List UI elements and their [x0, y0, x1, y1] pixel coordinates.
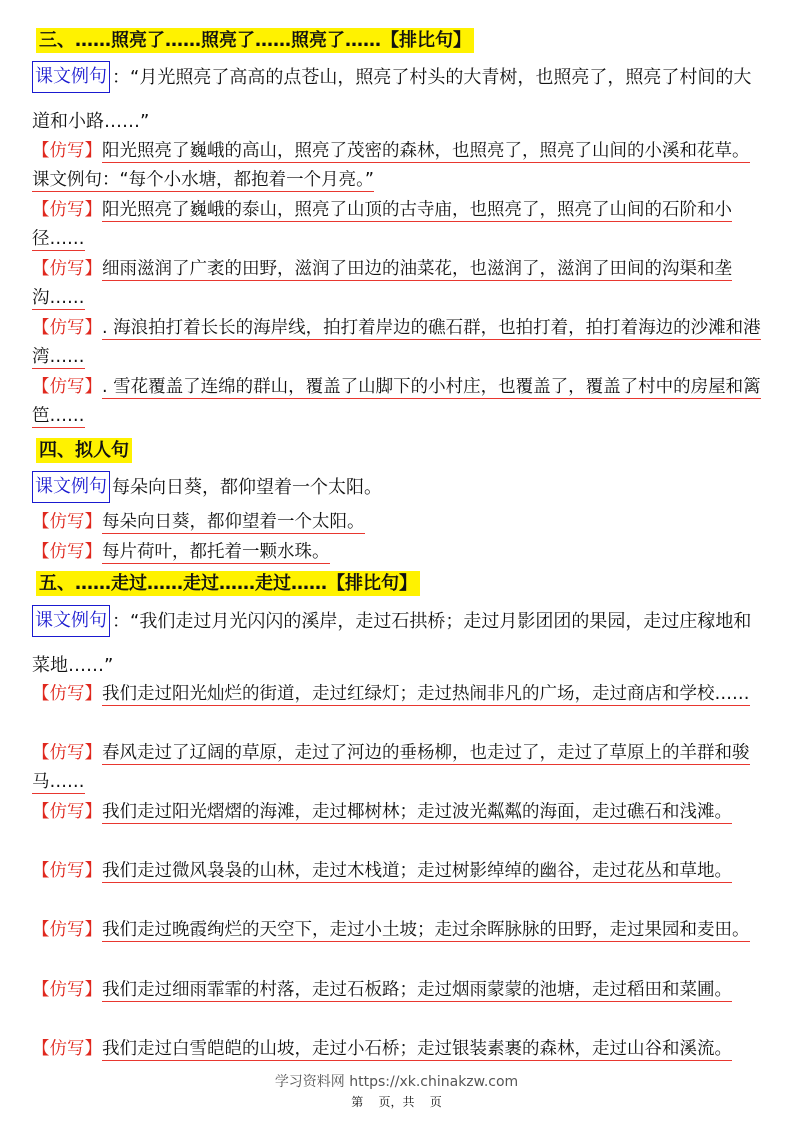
imitation-text: 我们走过微风袅袅的山林，走过木栈道；走过树影绰绰的幽谷，走过花丛和草地。 [102, 861, 732, 881]
imitation-text: 阳光照亮了巍峨的高山，照亮了茂密的森林，也照亮了，照亮了山间的小溪和花草。课文例句：“每个小水塘，都抱着一个月亮。” [32, 141, 750, 190]
section-heading [32, 24, 478, 58]
imitation-text: 每片荷叶，都托着一颗水珠。 [102, 542, 330, 562]
imitation-text: 细雨滋润了广袤的田野，滋润了田边的油菜花，也滋润了，滋润了田间的沟渠和垄沟…… [32, 259, 732, 308]
imitation-mark: 【仿写】 [32, 318, 102, 338]
imitation-text: . 雪花覆盖了连绵的群山，覆盖了山脚下的小村庄，也覆盖了，覆盖了村中的房屋和篱笆…… [32, 377, 761, 426]
example-text: ：“月光照亮了高高的点苍山，照亮了村头的大青树，也照亮了，照亮了村间的大道和小路……” [32, 67, 752, 132]
imitation-mark: 【仿写】 [32, 861, 102, 881]
imitation-text: 阳光照亮了巍峨的泰山，照亮了山顶的古寺庙，也照亮了，照亮了山间的石阶和小径…… [32, 200, 732, 249]
imitation-item [32, 976, 762, 1005]
imitation-item [32, 680, 762, 709]
imitation-item [32, 538, 762, 567]
imitation-mark: 【仿写】 [32, 802, 102, 822]
heading-text: 四、拟人句 [36, 438, 132, 463]
imitation-text: 我们走过阳光熠熠的海滩，走过椰树林；走过波光粼粼的海面，走过礁石和浅滩。 [102, 802, 732, 822]
example-text: ：“我们走过月光闪闪的溪岸，走过石拱桥；走过月影团团的果园，走过庄稼地和菜地……” [32, 611, 752, 676]
example-sentence [32, 466, 762, 510]
example-tag: 课文例句 [32, 61, 110, 93]
example-tag: 课文例句 [32, 471, 110, 503]
footer-page-number: 第 页，共 页 [351, 1095, 442, 1109]
imitation-text: 我们走过白雪皑皑的山坡，走过小石桥；走过银装素裹的森林，走过山谷和溪流。 [102, 1039, 732, 1059]
footer-site-link[interactable]: 学习资料网 https://xk.chinakzw.com [274, 1074, 519, 1090]
imitation-item [32, 508, 762, 537]
imitation-item [32, 857, 762, 886]
imitation-mark: 【仿写】 [32, 200, 102, 220]
imitation-mark: 【仿写】 [32, 377, 102, 397]
imitation-text: 我们走过阳光灿烂的街道，走过红绿灯；走过热闹非凡的广场，走过商店和学校…… [102, 684, 750, 704]
imitation-mark: 【仿写】 [32, 1039, 102, 1059]
example-sentence [32, 600, 762, 688]
imitation-mark: 【仿写】 [32, 141, 102, 161]
imitation-text: 春风走过了辽阔的草原，走过了河边的垂杨柳，也走过了，走过了草原上的羊群和骏马…… [32, 743, 750, 792]
imitation-mark: 【仿写】 [32, 743, 102, 763]
imitation-item [32, 373, 762, 431]
section-heading [32, 567, 424, 601]
imitation-item [32, 798, 762, 827]
imitation-text: 我们走过晚霞绚烂的天空下，走过小土坡；走过余晖脉脉的田野，走过果园和麦田。 [102, 920, 750, 940]
imitation-mark: 【仿写】 [32, 684, 102, 704]
imitation-mark: 【仿写】 [32, 542, 102, 562]
heading-text: 三、……照亮了……照亮了……照亮了……【排比句】 [36, 28, 474, 53]
imitation-item [32, 196, 762, 254]
imitation-text: . 海浪拍打着长长的海岸线，拍打着岸边的礁石群，也拍打着，拍打着海边的沙滩和港湾…… [32, 318, 761, 367]
imitation-mark: 【仿写】 [32, 980, 102, 1000]
imitation-item [32, 314, 762, 372]
example-tag: 课文例句 [32, 605, 110, 637]
imitation-text: 每朵向日葵，都仰望着一个太阳。 [102, 512, 365, 532]
imitation-text: 我们走过细雨霏霏的村落，走过石板路；走过烟雨蒙蒙的池塘，走过稻田和菜圃。 [102, 980, 732, 1000]
imitation-item [32, 1035, 762, 1064]
imitation-item [32, 137, 762, 195]
heading-text: 五、……走过……走过……走过……【排比句】 [36, 571, 420, 596]
imitation-mark: 【仿写】 [32, 512, 102, 532]
imitation-item [32, 916, 762, 945]
example-sentence [32, 56, 762, 144]
section-heading [32, 434, 136, 468]
example-text: 每朵向日葵，都仰望着一个太阳。 [112, 477, 382, 498]
imitation-mark: 【仿写】 [32, 920, 102, 940]
imitation-item [32, 739, 762, 797]
imitation-mark: 【仿写】 [32, 259, 102, 279]
imitation-item [32, 255, 762, 313]
